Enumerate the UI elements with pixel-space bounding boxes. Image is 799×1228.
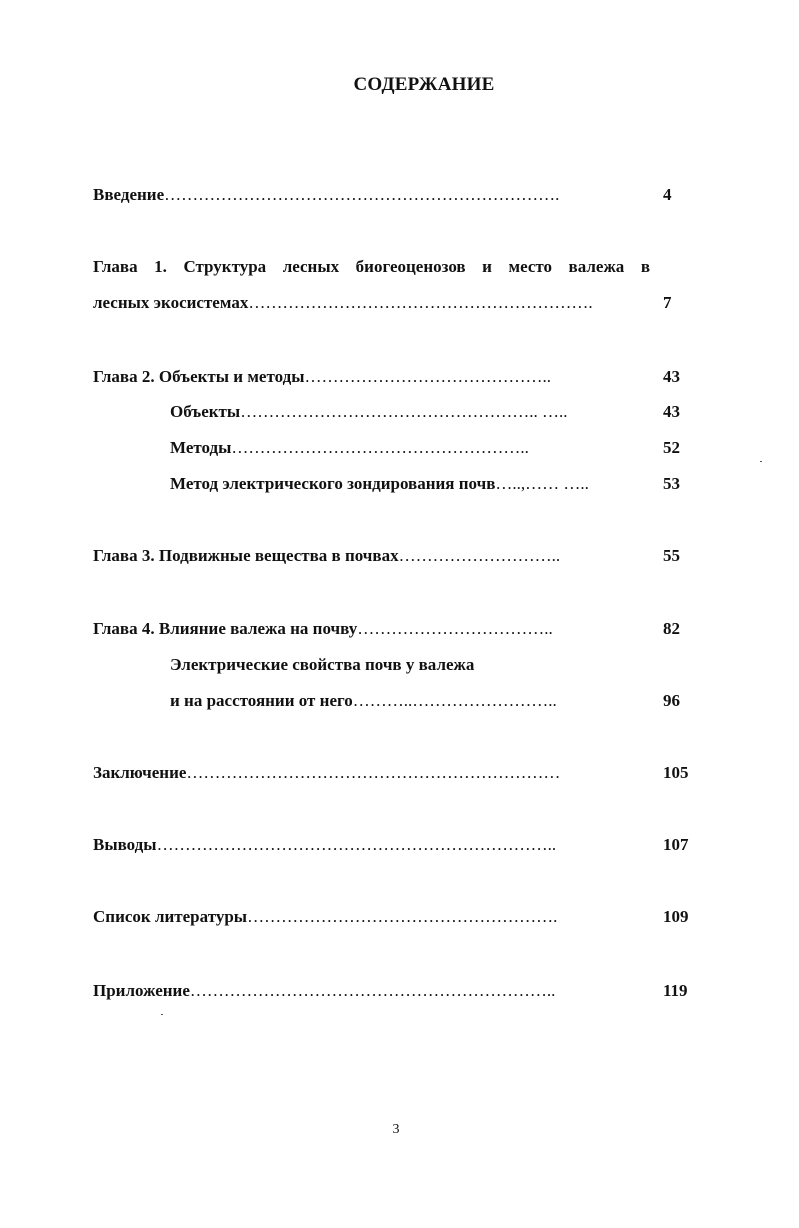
scan-speck <box>161 1014 163 1015</box>
toc-entry-chapter2 <box>93 366 551 388</box>
toc-entry-appendix <box>93 980 555 1002</box>
toc-leader: …………………………………….. <box>304 367 551 386</box>
toc-entry-label: Глава 3. Подвижные вещества в почвах <box>93 546 399 565</box>
toc-entry-conclusion <box>93 762 560 784</box>
toc-entry-chapter2-methods <box>170 437 529 459</box>
toc-entry-findings <box>93 834 556 856</box>
toc-page-number: 82 <box>663 619 680 638</box>
toc-leader: ………………………………………………. <box>247 907 558 926</box>
toc-entry-chapter4-sub-line1 <box>170 654 474 676</box>
toc-leader: ………………………………………………………… <box>186 763 561 782</box>
toc-page-number: 52 <box>663 438 680 457</box>
toc-leader: …………………………….. <box>357 619 553 638</box>
toc-page-number: 105 <box>663 763 689 782</box>
toc-entry-label: Объекты <box>170 402 241 421</box>
toc-entry-label: и на расстоянии от него <box>170 691 353 710</box>
toc-page-number: 109 <box>663 907 689 926</box>
toc-leader: …..,…… ….. <box>495 474 589 493</box>
scan-speck <box>760 461 762 462</box>
toc-entry-label: Метод электрического зондирования почв <box>170 474 496 493</box>
toc-entry-introduction <box>93 184 559 206</box>
toc-entry-label: Приложение <box>93 981 190 1000</box>
toc-entry-chapter1-line1: Глава 1. Структура лесных биогеоценозов и место валежа в <box>93 257 650 276</box>
toc-leader: …………………………………………………………….. <box>156 835 557 854</box>
toc-page-number: 4 <box>663 185 672 204</box>
toc-entry-chapter4-sub <box>170 690 557 712</box>
toc-leader: …………………………………………….. ….. <box>240 402 568 421</box>
toc-page-number: 107 <box>663 835 689 854</box>
toc-entry-label: Заключение <box>93 763 187 782</box>
toc-entry-references <box>93 906 557 928</box>
toc-entry-chapter4 <box>93 618 553 640</box>
toc-leader: …………………………………………….. <box>231 438 529 457</box>
toc-leader: ……………………………………………………. <box>248 293 593 312</box>
toc-page-number: 119 <box>663 981 688 1000</box>
toc-page-number: 43 <box>663 402 680 421</box>
toc-page-number: 53 <box>663 474 680 493</box>
toc-entry-label: Электрические свойства почв у валежа <box>170 655 475 674</box>
toc-entry-label: Глава 4. Влияние валежа на почву <box>93 619 358 638</box>
toc-leader: ………..…………………….. <box>352 691 557 710</box>
toc-entry-chapter2-electric <box>170 473 589 495</box>
toc-entry-label: лесных экосистемах <box>93 293 249 312</box>
toc-entry-chapter2-objects <box>170 401 567 423</box>
toc-leader: ……………………………………………………………. <box>164 185 560 204</box>
toc-entry-label: Выводы <box>93 835 157 854</box>
toc-entry-label: Глава 2. Объекты и методы <box>93 367 305 386</box>
toc-leader: ……………………………………………………….. <box>189 981 556 1000</box>
toc-entry-chapter3 <box>93 545 560 567</box>
toc-entry-chapter1 <box>93 292 593 314</box>
toc-entry-label: Список литературы <box>93 907 248 926</box>
page-number: 3 <box>392 1122 400 1137</box>
toc-entry-label: Методы <box>170 438 232 457</box>
toc-leader: ……………………….. <box>398 546 561 565</box>
toc-page-number: 43 <box>663 367 680 386</box>
toc-page-number: 96 <box>663 691 680 710</box>
toc-entry-label: Введение <box>93 185 165 204</box>
page-title: СОДЕРЖАНИЕ <box>353 74 495 95</box>
toc-page-number: 7 <box>663 293 672 312</box>
toc-page-number: 55 <box>663 546 680 565</box>
